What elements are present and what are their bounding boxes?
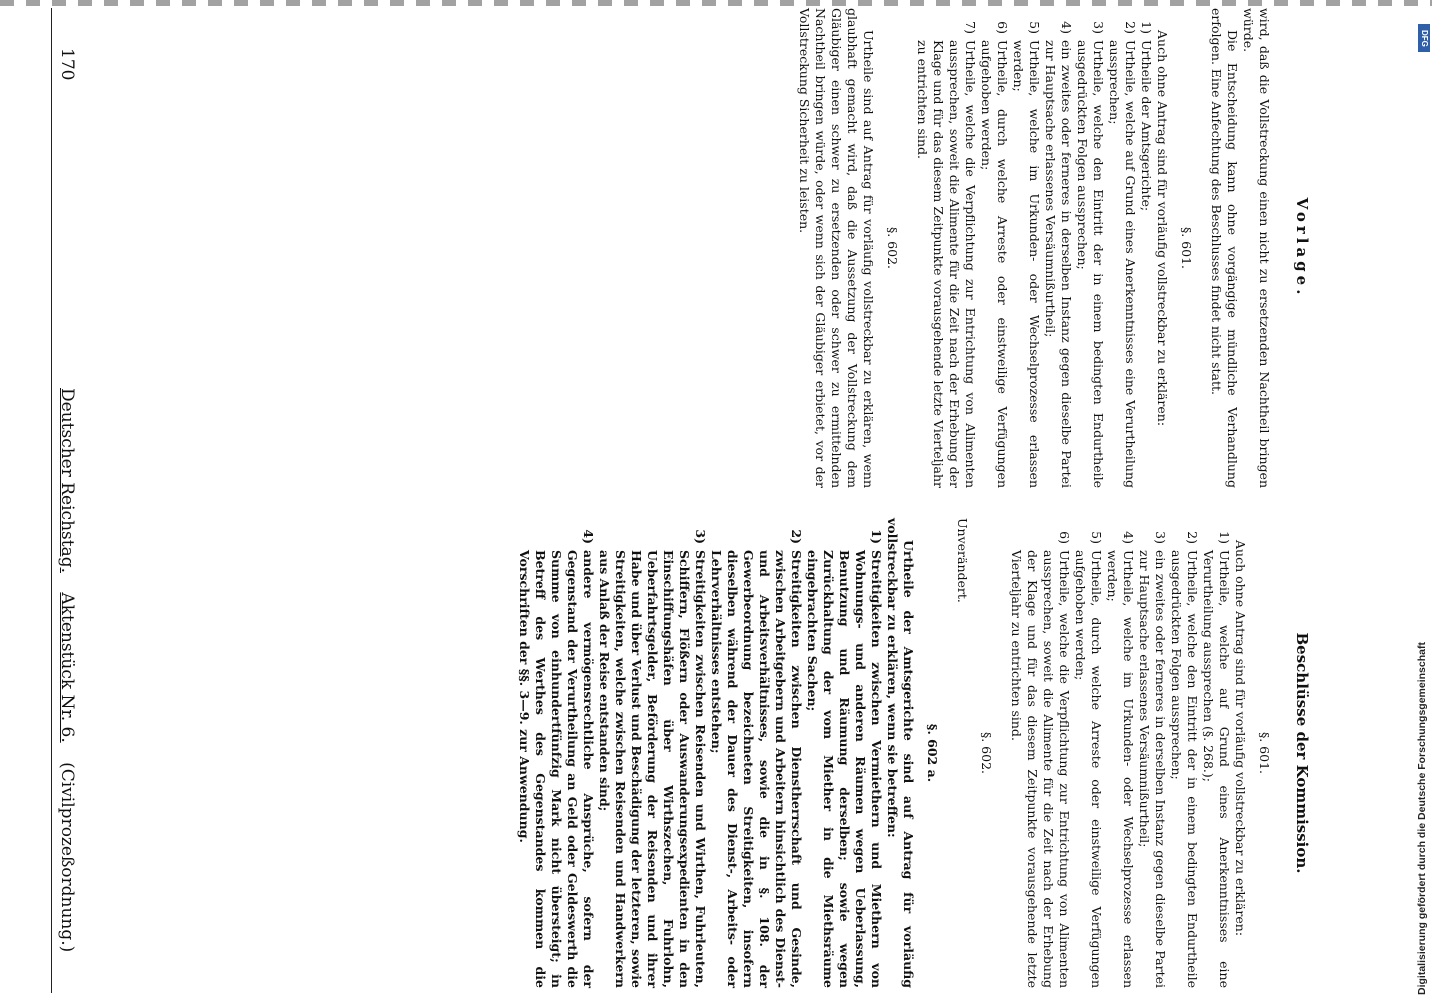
section-title-602: §. 602. (979, 731, 994, 775)
column-vorlage (796, 8, 1318, 488)
scan-edge-artifact (0, 0, 1432, 6)
list-item: 2) Streitigkeiten zwischen Dienstherrschaft und Gesinde, zwischen Arbeitgebern und Arbeitern hinsichtlich des Dienst- und Arbeitsverhältnisses, sowie die in §. 108. der Gewerbeordnung bezeichneten Streitigkeiten, insofern dieselben während der Dauer des Dienst-, Arbeits- oder Lehrverhältnisses entstehen; (709, 529, 804, 988)
list-item: 6) Urtheile, durch welche Arreste oder einstweilige Verfügungen aufgehoben werden; (979, 21, 1010, 488)
section-title-601: §. 601. (1257, 731, 1272, 775)
section-602a (516, 518, 940, 988)
section-intro-602a: Urtheile der Amtsgerichte sind auf Antrag für vorläufig vollstreckbar zu erklären, wenn sie betreffen: (885, 518, 916, 988)
list-item: 4) andere vermögensrechtliche Ansprüche, sofern der Gegenstand der Verurtheilung an Geld oder Geldeswerth die Summe von einhundertfünfzig Mark nicht übersteigt; in Betreff des Werthes des Gegenstandes kommen die Vorschriften der §§. 3—9. zur Anwendung. (517, 529, 596, 988)
section-list-601 (1008, 518, 1232, 988)
column-kommission (516, 518, 1318, 988)
list-item: 4) ein zweites oder ferneres in derselben Instanz gegen dieselbe Partei zur Hauptsache erlassenes Versäumnißurtheil; (1043, 21, 1074, 488)
running-title (59, 388, 75, 966)
list-item: 2) Urtheile, welche den Eintritt der in einem bedingten Endurtheile ausgedrückten Folgen aussprechen; (1169, 531, 1200, 988)
intro-paragraph: Die Entscheidung kann ohne vorgängige mündliche Verhandlung erfolgen. Eine Anfechtung des Beschlusses findet nicht statt. (1209, 8, 1240, 488)
list-item: 1) Urtheile der Amtsgerichte; (1139, 21, 1154, 212)
list-item: 1) Streitigkeiten zwischen Vermiethern und Miethern von Wohnungs- und anderen Räumen wegen Ueberlassung, Benutzung und Räumung derselben; sowie wegen Zurückhaltung der vom Miether in die Miethsräume eingebrachten Sachen; (805, 529, 884, 988)
section-title-602: §. 602. (885, 226, 900, 270)
list-item: 3) ein zweites oder ferneres in derselben Instanz gegen dieselbe Partei zur Hauptsache erlassenes Versäumnißurtheil; (1137, 531, 1168, 988)
list-item: 6) Urtheile, welche die Verpflichtung zur Entrichtung von Alimenten aussprechen, soweit die Alimente für die Zeit nach der Erhebung der Klage und für das diesem Zeitpunkte vorausgehende letzte Vierteljahr zu entrichten sind. (1009, 531, 1072, 988)
section-text-602: Urtheile sind auf Antrag für vorläufig vollstreckbar zu erklären, wenn glaubhaft gemacht wird, daß die Aussetzung der Vollstreckung dem Gläubiger einen schwer zu ersetzenden oder schwer zu ermittelnden Nachtheil bringen würde, oder wenn sich der Gläubiger erbietet, vor der Vollstreckung Sicherheit zu leisten. (797, 8, 876, 488)
page-number: 170 (57, 48, 77, 81)
list-item: 3) Urtheile, welche den Eintritt der in einem bedingten Endurtheile ausgedrückten Folgen aussprechen; (1075, 21, 1106, 488)
section-text-602: Unverändert. (955, 518, 970, 603)
list-item: 5) Urtheile, welche im Urkunden- oder Wechselprozesse erlassen werden; (1011, 21, 1042, 488)
section-title-602a: §. 602 a. (925, 723, 940, 783)
section-title-601: §. 601. (1179, 226, 1194, 270)
document-page (40, 8, 1330, 993)
page-header (51, 8, 82, 993)
list-item: 5) Urtheile, durch welche Arreste oder einstweilige Verfügungen aufgehoben werden; (1073, 531, 1104, 988)
document-number: Aktenstück Nr. 6. (57, 592, 77, 743)
intro-paragraph: wird, daß die Vollstreckung einen nicht zu ersetzenden Nachtheil bringen würde. (1241, 8, 1272, 488)
list-item: 3) Streitigkeiten zwischen Reisenden und Wirthen, Fuhrleuten, Schiffern, Flößern oder Auswanderungsexpedienten in den Einschiffungshäfen über Wirthszechen, Fuhrlohn, Ueberfahrtsgelder, Beförderung der Reisenden und ihrer Habe und über Verlust und Beschädigung der letzteren, sowie Streitigkeiten, welche zwischen Reisenden und Handwerkern aus Anlaß der Reise entstanden sind; (597, 529, 708, 988)
section-list-601 (914, 8, 1154, 488)
publication-title: Deutscher Reichstag. (57, 388, 77, 573)
list-item: 1) Urtheile, welche auf Grund eines Anerkenntnisses eine Verurtheilung aussprechen (§. 268.); (1201, 531, 1232, 988)
dfg-logo: DFG (1418, 24, 1430, 52)
list-item: 2) Urtheile, welche auf Grund eines Anerkenntnisses eine Verurtheilung aussprechen; (1107, 21, 1138, 488)
list-item: 7) Urtheile, welche die Verpflichtung zur Entrichtung von Alimenten aussprechen, soweit die Alimente für die Zeit nach der Erhebung der Klage und für das diesem Zeitpunkte vorausgehende letzte Vierteljahr zu entrichten sind. (915, 21, 978, 488)
column-heading-kommission: Beschlüsse der Kommission. (1293, 632, 1311, 874)
section-intro-601: Auch ohne Antrag sind für vorläufig vollstreckbar zu erklären: (1233, 540, 1248, 937)
column-heading-vorlage: Vorlage. (1293, 197, 1311, 299)
section-intro-601: Auch ohne Antrag sind für vorläufig vollstreckbar zu erklären: (1155, 30, 1170, 427)
digitization-notice: Digitalisierung gefördert durch die Deutsche Forschungsgemeinschaft (1416, 642, 1428, 995)
list-item: 4) Urtheile, welche im Urkunden- oder Wechselprozesse erlassen werden; (1105, 531, 1136, 988)
document-subject: (Civilprozeßordnung.) (57, 762, 77, 953)
